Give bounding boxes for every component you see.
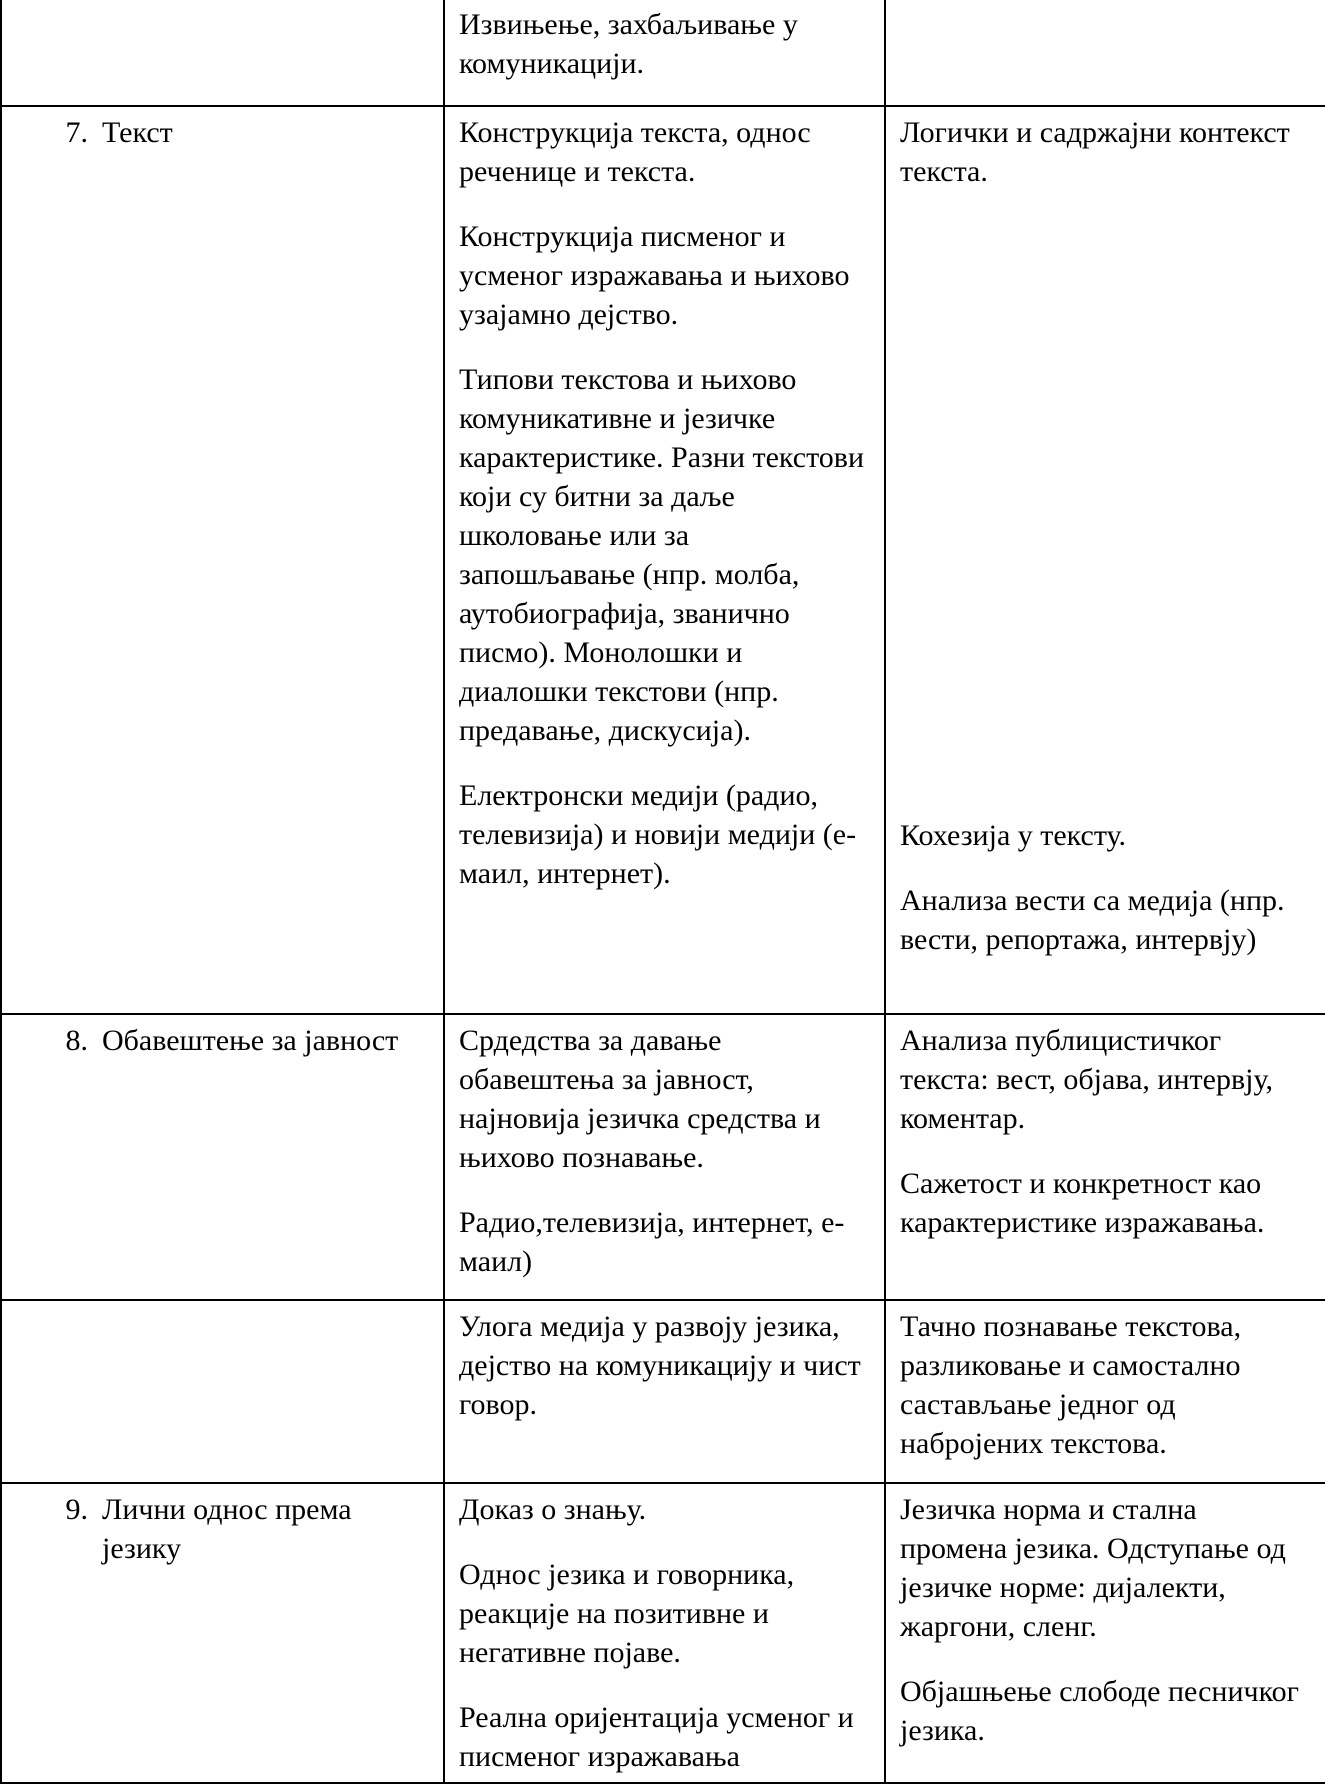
activity-paragraph: Језичка норма и стална промена језика. Одступање од језичке норме: дијалекти, жаргони, сленг. (900, 1493, 1286, 1643)
activity-paragraph: Анализа вести са медија (нпр. вести, репортажа, интервју) (900, 884, 1285, 956)
activities-cell (885, 1483, 1325, 1783)
table-row (1, 1483, 1325, 1783)
content-cell (444, 1483, 885, 1783)
activities-cell (885, 106, 1325, 1014)
table-row (1, 1300, 1325, 1483)
content-paragraph: Доказ о знању. (459, 1493, 647, 1526)
topic-title: Обавештење за јавност (102, 1024, 399, 1057)
content-paragraph: Извињење, захбаљивање у комуникацији. (459, 8, 798, 80)
table-row (1, 0, 1325, 106)
activities-cell (885, 0, 1325, 106)
activity-paragraph: Објашњење слободе песничког језика. (900, 1675, 1299, 1747)
activities-cell (885, 1014, 1325, 1300)
topic-number: 7. (65, 116, 88, 149)
activity-paragraph: Сажетост и конкретност као карактеристике изражавања. (900, 1167, 1265, 1239)
topic-number: 8. (65, 1024, 88, 1057)
topic-number: 9. (65, 1493, 88, 1526)
content-cell (444, 0, 885, 106)
activity-paragraph: Анализа публицистичког текста: вест, објава, интервју, коментар. (900, 1024, 1273, 1135)
activities-cell (885, 1300, 1325, 1483)
content-paragraph: Улога медија у развоју језика, дејство на комуникацију и чист говор. (459, 1310, 861, 1421)
activity-paragraph: Тачно познавање текстова, разликовање и самостално састављање једног од набројених текстова. (900, 1310, 1242, 1460)
table-row (1, 106, 1325, 1014)
content-paragraph: Однос језика и говорника, реакције на позитивне и негативне појаве. (459, 1558, 795, 1669)
content-paragraph: Конструкција текста, однос реченице и текста. (459, 116, 811, 188)
content-paragraph: Типови текстова и њихово комуникативне и језичке карактеристике. Разни текстови који су битни за даље школовање или за запошљавање (нпр. молба, аутобиографија, званично писмо). Монолошки и диалошки текстови (нпр. предавање, дискусија). (459, 363, 864, 747)
activity-paragraph: Кохезија у тексту. (900, 819, 1127, 852)
topic-cell (1, 1300, 444, 1483)
topic-title: Лични однос према језику (102, 1493, 352, 1565)
content-cell (444, 106, 885, 1014)
topic-cell (1, 0, 444, 106)
content-cell (444, 1300, 885, 1483)
activity-paragraph: Логички и садржајни контекст текста. (900, 116, 1290, 188)
content-paragraph: Радио,телевизија, интернет, е-маил) (459, 1206, 845, 1278)
topic-cell (1, 1483, 444, 1783)
content-paragraph: Конструкција писменог и усменог изражавања и њихово узајамно дејство. (459, 220, 850, 331)
table-row (1, 1014, 1325, 1300)
cell-spacer (900, 217, 1311, 816)
content-paragraph: Реална оријентација усменог и писменог изражавања (459, 1701, 854, 1773)
content-paragraph: Електронски медији (радио, телевизија) и новији медији (е-маил, интернет). (459, 779, 857, 890)
topic-title: Текст (102, 116, 173, 149)
topic-cell (1, 1014, 444, 1300)
topic-cell (1, 106, 444, 1014)
content-cell (444, 1014, 885, 1300)
content-paragraph: Срдедства за давање обавештења за јавност, најновија језичка средства и њихово познавање. (459, 1024, 821, 1174)
